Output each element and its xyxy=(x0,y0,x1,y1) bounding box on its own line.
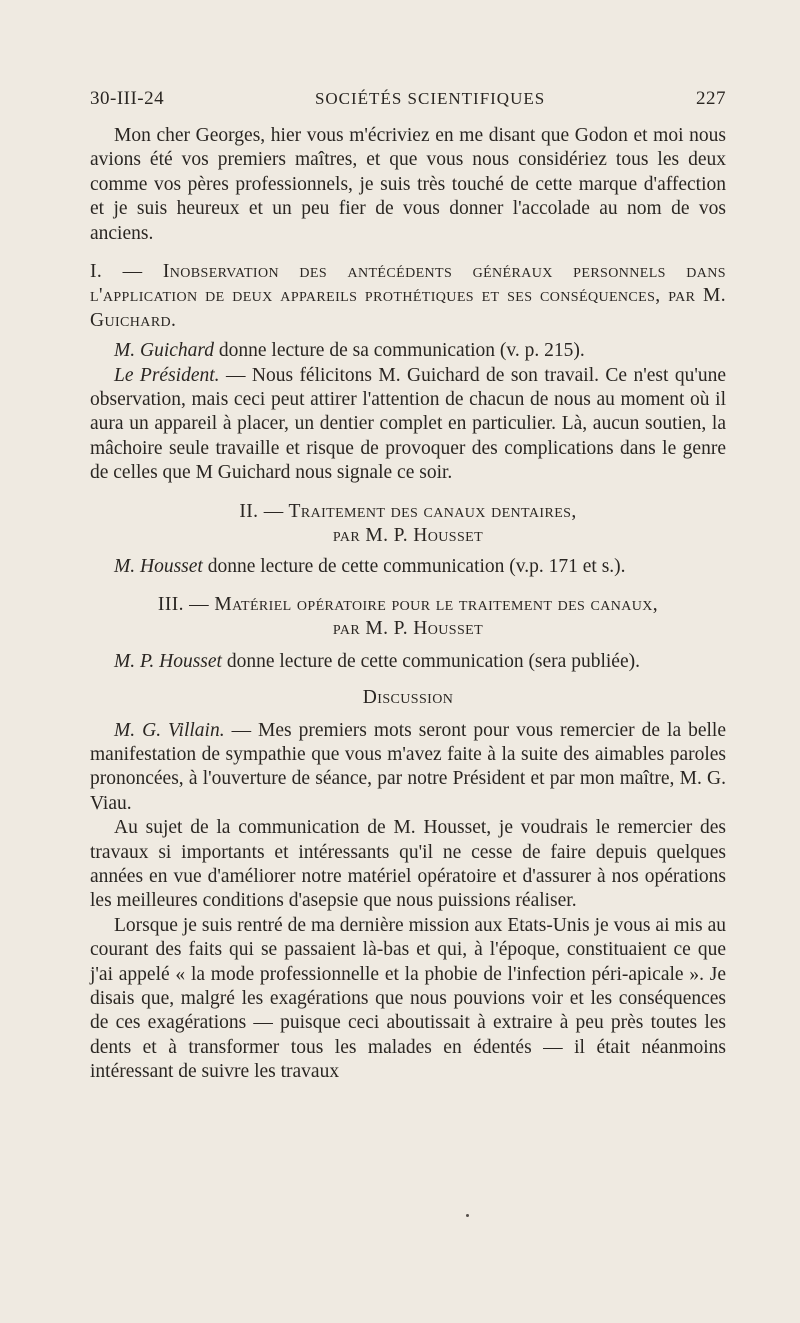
section-3-paragraph-1 xyxy=(90,650,726,674)
paragraph-text: donne lecture de cette communication (v.p. 171 et s.). xyxy=(202,555,626,577)
running-header xyxy=(90,88,726,124)
header-date: 30-III-24 xyxy=(90,88,165,109)
discussion-paragraph-1 xyxy=(90,719,726,817)
section-1-paragraph-1 xyxy=(90,339,726,363)
paragraph-text: donne lecture de sa communication (v. p. 215). xyxy=(214,340,585,362)
section-1-paragraph-2 xyxy=(90,364,726,486)
discussion-paragraph-3: Lorsque je suis rentré de ma dernière mission aux Etats-Unis je vous ai mis au courant des faits qui se passaient là-bas et qui, à l'époque, constituaient ce que j'ai appelé « la mode professionnelle et la phobie de l'infection péri-apicale ». Je disais que, malgré les exagérations que nous pouvions voir et les conséquences de ces exagérations — puisque ceci aboutissait à extraire à peu près toutes les dents et à transformer tous les malades en édentés — il était néanmoins intéressant de suivre les travaux xyxy=(90,914,726,1083)
page-number: 227 xyxy=(696,88,726,109)
speaker-name: M. G. Villain. xyxy=(114,719,225,741)
speaker-name: M. P. Housset xyxy=(114,650,222,672)
discussion-paragraph-2: Au sujet de la communication de M. Housset, je voudrais le remercier des travaux si importants et intéressants qu'il ne cesse de faire depuis quelques années en vue d'améliorer notre matériel opératoire et d'assurer à nos opérations les meilleures conditions d'asepsie que nous puissions réaliser. xyxy=(90,817,726,912)
paragraph-text: — Mes premiers mots seront pour vous remercier de la belle manifestation de sympathie que vous m'avez faite à la suite des aimables paroles prononcées, à l'ouverture de séance, par notre Président et par mon maître, M. G. Viau. xyxy=(90,719,726,814)
section-2-paragraph-1 xyxy=(90,555,726,579)
heading-line: III. — Matériel opératoire pour le traitement des canaux, xyxy=(157,593,659,615)
section-1-heading: I. — Inobservation des antécédents généraux personnels dans l'application de deux appareils prothétiques et ses conséquences, par M. Guichard. xyxy=(90,261,726,331)
heading-line: par M. P. Housset xyxy=(332,618,484,640)
speaker-name: Le Président. xyxy=(114,364,220,386)
paragraph-text: donne lecture de cette communication (sera publiée). xyxy=(221,650,640,672)
paragraph-text: — Nous félicitons M. Guichard de son travail. Ce n'est qu'une observation, mais ceci peut attirer l'attention de chacun de nous au moment où il aura un appareil à placer, un dentier complet en particulier. Là, aucun soutien, la mâchoire seule travaille et risque de provoquer des complications dans le genre de celles que M Guichard nous signale ce soir. xyxy=(90,364,727,484)
speaker-name: M. Guichard xyxy=(114,340,215,362)
header-title: SOCIÉTÉS SCIENTIFIQUES xyxy=(314,89,546,108)
discussion-heading: Discussion xyxy=(362,687,454,709)
intro-paragraph: Mon cher Georges, hier vous m'écriviez en me disant que Godon et moi nous avions été vos premiers maîtres, et que vous nous considériez tous les deux comme vos pères professionnels, je suis très touché de cette marque d'affection et je suis heureux et un peu fier de vous donner l'accolade au nom de vos anciens. xyxy=(90,125,726,244)
page-dot-mark xyxy=(466,1214,469,1217)
speaker-name: M. Housset xyxy=(114,555,203,577)
heading-line: II. — Traitement des canaux dentaires, xyxy=(239,500,577,522)
heading-line: par M. P. Housset xyxy=(332,525,484,547)
section-2-heading xyxy=(90,500,726,549)
section-3-heading xyxy=(90,593,726,642)
document-page xyxy=(90,88,726,1248)
